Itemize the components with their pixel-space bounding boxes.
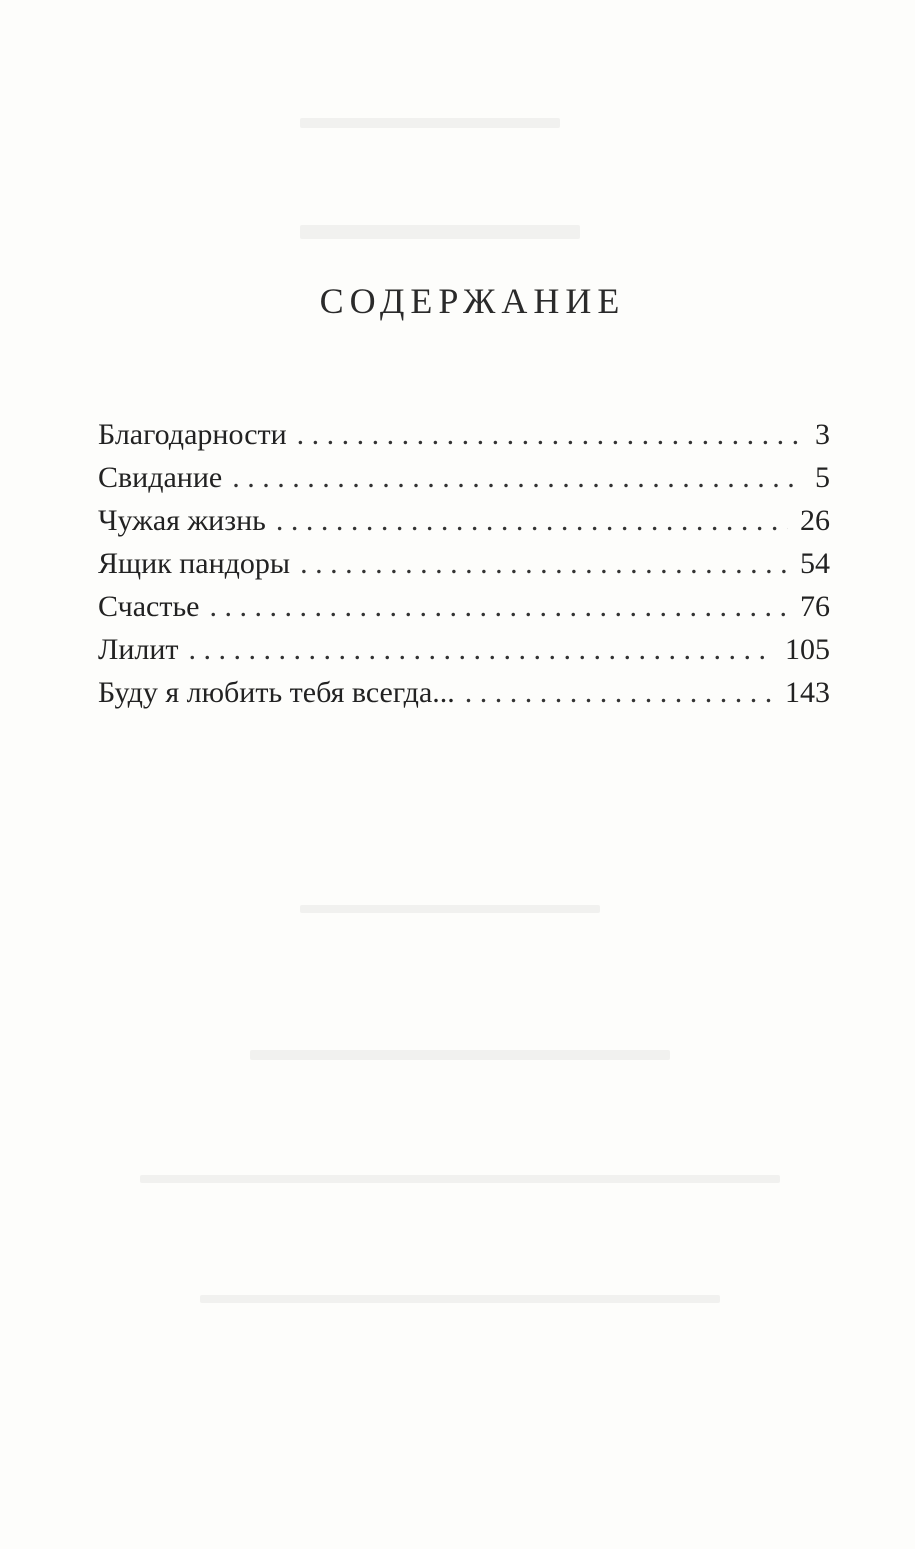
toc-heading: СОДЕРЖАНИЕ [319, 281, 626, 321]
toc-entry-page: 5 [815, 461, 830, 494]
dot-leader [300, 547, 788, 581]
dot-leader [189, 633, 773, 667]
dot-leader [276, 504, 788, 538]
toc-entry [98, 633, 830, 676]
toc-entry [98, 461, 830, 504]
toc-entry-title: Свидание [98, 461, 223, 494]
bleed-through-mark [140, 1175, 780, 1183]
toc-entry [98, 418, 830, 461]
bleed-through-mark [250, 1050, 670, 1060]
toc-entry-title: Ящик пандоры [98, 547, 291, 580]
toc-entry-page: 76 [800, 590, 830, 623]
bleed-through-mark [300, 905, 600, 913]
toc-entry-title: Лилит [98, 633, 179, 666]
toc-entry [98, 504, 830, 547]
bleed-through-mark [300, 225, 580, 239]
toc-entry-page: 143 [785, 676, 830, 709]
toc-entry-page: 26 [800, 504, 830, 537]
dot-leader [232, 461, 798, 495]
bleed-through-mark [200, 1295, 720, 1303]
dot-leader [465, 676, 773, 710]
toc-entry-page: 105 [785, 633, 830, 666]
dot-leader [297, 418, 798, 452]
toc-entry-page: 54 [800, 547, 830, 580]
toc-entry-title: Благодарности [98, 418, 287, 451]
toc-entry-title: Чужая жизнь [98, 504, 266, 537]
toc-entry-title: Буду я любить тебя всегда... [98, 676, 455, 709]
toc-entry [98, 676, 830, 719]
dot-leader [209, 590, 788, 624]
toc-entry [98, 590, 830, 633]
toc-entry-page: 3 [815, 418, 830, 451]
toc-entry-title: Счастье [98, 590, 200, 623]
bleed-through-mark [300, 118, 560, 128]
toc-entry [98, 547, 830, 590]
toc-list [98, 418, 830, 719]
